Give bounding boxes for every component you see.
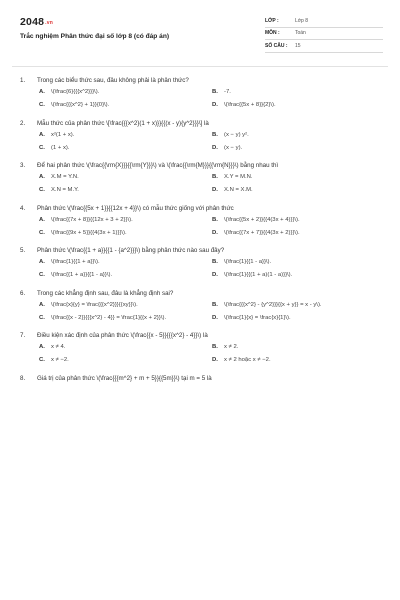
question-4 <box>20 205 390 238</box>
option-letter: A. <box>39 301 45 308</box>
option-d[interactable] <box>212 230 385 238</box>
option-text: (1 + x). <box>51 144 70 151</box>
logo-suffix: .vn <box>45 20 53 26</box>
option-letter: A. <box>39 259 45 266</box>
option-a[interactable] <box>39 174 212 182</box>
option-letter: B. <box>212 174 218 181</box>
question-2 <box>20 120 390 153</box>
question-stem <box>20 162 390 170</box>
option-letter: C. <box>39 144 45 151</box>
option-text: \(\frac{1}{{1 - a}}\). <box>224 259 272 266</box>
option-d[interactable] <box>212 315 385 323</box>
option-d[interactable] <box>212 102 385 110</box>
meta-row-subject <box>265 28 383 41</box>
question-text: Trong các biểu thức sau, đâu không phải là phân thức? <box>37 77 189 84</box>
question-1 <box>20 77 390 110</box>
option-letter: C. <box>39 357 45 364</box>
option-text: (x − y). <box>224 144 243 151</box>
meta-key: LỚP : <box>265 17 279 24</box>
option-letter: C. <box>39 229 45 236</box>
option-text: \(\frac{{x - 2}}{{{x^2} - 4}} = \frac{1}{{x + 2}}\). <box>51 314 167 321</box>
option-text: X.N = M.Y. <box>51 187 79 194</box>
meta-row-grade <box>265 15 383 28</box>
question-stem <box>20 375 390 383</box>
option-letter: D. <box>212 102 218 109</box>
question-number: 2. <box>20 119 26 127</box>
option-d[interactable] <box>212 187 385 195</box>
option-text: x ≠ −2. <box>51 357 69 364</box>
question-7 <box>20 332 390 365</box>
option-a[interactable] <box>39 344 212 352</box>
site-logo[interactable] <box>20 16 53 29</box>
option-b[interactable] <box>212 259 385 267</box>
logo-text: 2048 <box>20 16 45 28</box>
question-text: Phân thức \(\frac{{5x + 1}}{{12x + 4}}\) có mẫu thức giống với phân thức <box>37 204 234 212</box>
option-text: \(\frac{1}{{(1 + a)(1 - a)}}\). <box>224 272 293 279</box>
option-text: \(\frac{1}{x} = \frac{x}{1}\). <box>224 314 291 321</box>
answer-options <box>39 174 390 195</box>
option-c[interactable] <box>39 145 212 153</box>
option-letter: A. <box>39 344 45 351</box>
meta-key: SỐ CÂU : <box>265 42 288 49</box>
answer-options <box>39 344 390 365</box>
option-a[interactable] <box>39 217 212 225</box>
question-stem <box>20 332 390 340</box>
answer-options <box>39 259 390 280</box>
option-text: \(\frac{6}{{{x^2}}}\). <box>51 89 100 96</box>
answer-options <box>39 132 390 153</box>
option-c[interactable] <box>39 315 212 323</box>
option-text: \(\frac{{1 + a}}{{1 - a}}\). <box>51 272 113 279</box>
option-a[interactable] <box>39 259 212 267</box>
meta-row-count <box>265 40 383 53</box>
option-c[interactable] <box>39 230 212 238</box>
option-letter: D. <box>212 314 218 321</box>
option-text: \(\frac{{{x^2} + 1}}{0}\). <box>51 102 110 109</box>
header-divider <box>12 66 388 67</box>
option-c[interactable] <box>39 357 212 365</box>
option-letter: B. <box>212 301 218 308</box>
option-letter: D. <box>212 357 218 364</box>
option-letter: B. <box>212 131 218 138</box>
option-letter: D. <box>212 144 218 151</box>
option-letter: D. <box>212 187 218 194</box>
option-b[interactable] <box>212 302 385 310</box>
question-text: Phân thức \(\frac{{1 + a}}{{1 - {a^2}}}\) bằng phân thức nào sau đây? <box>37 247 225 254</box>
question-stem <box>20 290 390 298</box>
option-a[interactable] <box>39 302 212 310</box>
option-text: x²(1 + x). <box>51 131 75 138</box>
answer-options <box>39 89 390 110</box>
option-letter: B. <box>212 216 218 223</box>
question-number: 1. <box>20 77 26 84</box>
option-text: -7. <box>224 89 231 96</box>
option-a[interactable] <box>39 89 212 97</box>
question-number: 4. <box>20 204 26 212</box>
option-d[interactable] <box>212 272 385 280</box>
option-d[interactable] <box>212 145 385 153</box>
question-stem <box>20 247 390 255</box>
answer-options <box>39 302 390 323</box>
meta-value: Lớp 8 <box>295 17 309 24</box>
option-letter: B. <box>212 89 218 96</box>
option-text: \(\frac{{5x + 2}}{{4(3x + 4)}}\). <box>224 216 300 223</box>
option-letter: D. <box>212 229 218 236</box>
option-text: \(\frac{x}{y} = \frac{{{x^2}}}{{xy}}\). <box>51 301 138 308</box>
option-text: x ≠ 2 hoặc x ≠ −2. <box>224 357 271 364</box>
option-letter: A. <box>39 174 45 181</box>
question-stem <box>20 205 390 213</box>
option-text: \(\frac{{5x + 8}}{2}\). <box>224 102 276 109</box>
page-header <box>12 10 388 58</box>
option-text: X.N = X.M. <box>224 187 253 194</box>
option-text: \(\frac{{{x^2} - {y^2}}}{{x + y}} = x - y\). <box>224 301 322 308</box>
question-6 <box>20 290 390 323</box>
question-text: Mẫu thức của phân thức \[\frac{{{x^2}(1 + x)}}{{(x - y){y^2}}}\] là <box>37 119 209 127</box>
option-letter: B. <box>212 259 218 266</box>
option-b[interactable] <box>212 174 385 182</box>
question-number: 5. <box>20 247 26 254</box>
option-text: X.M = Y.N. <box>51 174 79 181</box>
option-a[interactable] <box>39 132 212 140</box>
question-3 <box>20 162 390 195</box>
option-text: x ≠ 2. <box>224 344 239 351</box>
question-number: 3. <box>20 162 26 169</box>
option-b[interactable] <box>212 89 385 97</box>
question-number: 8. <box>20 374 26 382</box>
option-b[interactable] <box>212 132 385 140</box>
option-letter: C. <box>39 314 45 321</box>
option-letter: C. <box>39 102 45 109</box>
option-b[interactable] <box>212 344 385 352</box>
option-letter: D. <box>212 272 218 279</box>
question-list <box>20 77 390 392</box>
option-letter: A. <box>39 89 45 96</box>
meta-value: 15 <box>295 42 301 49</box>
question-8 <box>20 375 390 383</box>
question-text: Điều kiện xác định của phân thức \(\frac{{x - 5}}{{{x^2} - 4}}\) là <box>37 332 208 339</box>
page-title: Trắc nghiệm Phân thức đại số lớp 8 (có đáp án) <box>20 33 170 40</box>
option-c[interactable] <box>39 102 212 110</box>
option-c[interactable] <box>39 187 212 195</box>
option-letter: A. <box>39 216 45 223</box>
question-stem <box>20 120 390 128</box>
option-text: (x − y) y². <box>224 131 249 138</box>
answer-options <box>39 217 390 238</box>
option-text: \(\frac{1}{{1 + a}}\). <box>51 259 100 266</box>
question-text: Trong các khẳng định sau, đâu là khẳng định sai? <box>37 289 174 297</box>
option-text: x ≠ 4. <box>51 344 66 351</box>
option-c[interactable] <box>39 272 212 280</box>
option-d[interactable] <box>212 357 385 365</box>
meta-key: MÔN : <box>265 30 280 37</box>
option-letter: C. <box>39 187 45 194</box>
option-letter: B. <box>212 344 218 351</box>
option-text: \(\frac{{9x + 5}}{{4(3x + 1)}}\). <box>51 229 127 236</box>
question-text: Giá trị của phân thức \(\frac{{{m^2} + m + 5}}{{5m}}\) tại m = 5 là <box>37 374 212 382</box>
option-text: \(\frac{{7x + 7}}{{4(3x + 2)}}\). <box>224 229 300 236</box>
quiz-meta <box>265 15 383 53</box>
question-number: 7. <box>20 332 26 339</box>
option-text: \(\frac{{7x + 8}}{{12x + 3 + 2}}\). <box>51 216 133 223</box>
option-letter: C. <box>39 272 45 279</box>
option-b[interactable] <box>212 217 385 225</box>
meta-value: Toán <box>295 30 306 37</box>
question-stem <box>20 77 390 85</box>
option-text: X.Y = M.N. <box>224 174 253 181</box>
question-number: 6. <box>20 289 26 297</box>
question-text: Để hai phân thức \(\frac{{\rm{X}}}{{\rm{Y}}}\) và \(\frac{{\rm{M}}}{{\rm{N}}}\) bằng nhau thì <box>37 162 279 169</box>
question-5 <box>20 247 390 280</box>
option-letter: A. <box>39 131 45 138</box>
